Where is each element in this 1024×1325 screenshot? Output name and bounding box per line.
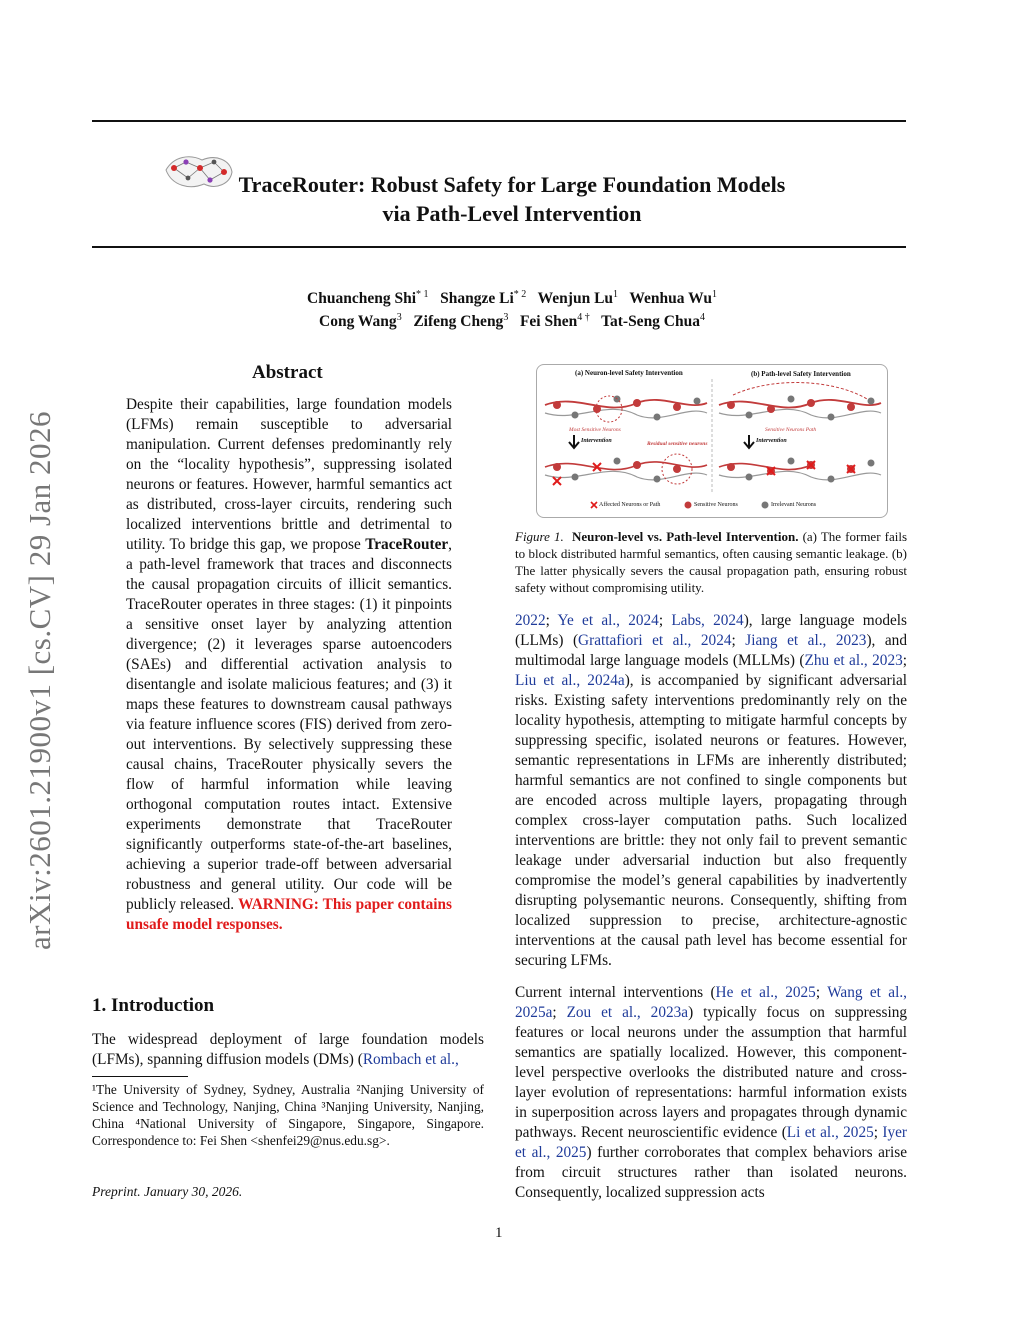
author-affiliation: 1 bbox=[711, 289, 717, 300]
intro-paragraph-cont bbox=[515, 611, 907, 971]
page-number: 1 bbox=[495, 1225, 503, 1241]
author-name: Tat-Seng Chua bbox=[601, 313, 700, 331]
citation-link[interactable]: Jiang et al., 2023 bbox=[745, 632, 867, 649]
citation-link[interactable]: Li et al., 2025 bbox=[786, 1124, 874, 1141]
body-text: ; bbox=[658, 612, 672, 629]
citation-link[interactable]: Iyer et al., 2025 bbox=[515, 1124, 907, 1161]
caption-title: Neuron-level vs. Path-level Intervention. bbox=[571, 529, 799, 544]
author-name: Zifeng Cheng bbox=[413, 313, 504, 331]
preprint-date: Preprint. January 30, 2026. bbox=[92, 1184, 243, 1199]
body-text: ; bbox=[815, 984, 828, 1001]
paper-title-line2: via Path-Level Intervention bbox=[382, 201, 642, 226]
warning-text: WARNING: This paper contains unsafe model responses. bbox=[126, 896, 452, 933]
body-text: ; bbox=[552, 1004, 567, 1021]
author-affiliation: 4 bbox=[700, 312, 705, 323]
footnote-rule bbox=[92, 1076, 188, 1077]
citation-link[interactable]: Ye et al., 2024 bbox=[557, 612, 659, 629]
legend-sensitive: Sensitive Neurons bbox=[694, 502, 738, 508]
intro-paragraph: The widespread deployment of large foundation models (LFMs), spanning diffusion models (DMs) (Rombach et al., bbox=[92, 1031, 484, 1068]
author-affiliation: 3 bbox=[396, 312, 402, 323]
panel-a-title: (a) Neuron-level Safety Intervention bbox=[575, 369, 683, 377]
author-affiliation: 1 bbox=[613, 289, 619, 300]
caption-text: (a) The former fails to block distributed harmful semantics, often causing semantic leakage. (b) The latter physically severs the causal propagation path, ensuring robust safety without compromising utility. bbox=[515, 529, 908, 595]
citation-link[interactable]: Zou et al., 2023a bbox=[566, 1004, 689, 1021]
citation-link[interactable]: Rombach et al., bbox=[362, 1051, 459, 1068]
abstract-body bbox=[126, 395, 452, 935]
citation-link[interactable]: Grattafiori et al., 2024 bbox=[578, 632, 732, 649]
body-text: ), large language models (LLMs) ( bbox=[515, 612, 907, 649]
citation-link[interactable]: 2022 bbox=[515, 612, 546, 629]
title-rule-top bbox=[92, 120, 906, 122]
body-text: ) further corroborates that complex behaviors arise from circuit structures rather than isolated neurons. Consequently, localized suppression acts bbox=[515, 1144, 907, 1201]
body-text: Current internal interventions ( bbox=[515, 984, 716, 1001]
author-affiliation: * 1 bbox=[416, 289, 429, 300]
body-text: ) typically focus on suppressing features or local neurons under the assumption that harmful semantics are spatially localized. However, this component-level perspective overlooks the distributed nature and cross-layer evolution of representations: harmful information exists in superposition across layers and propagates through dynamic pathways. Recent neuroscientific evidence ( bbox=[515, 1004, 907, 1141]
citation-link[interactable]: Zhu et al., 2023 bbox=[804, 652, 903, 669]
caption-label: Figure 1. bbox=[515, 529, 564, 544]
label-intervention-b: Intervention bbox=[756, 438, 787, 444]
citation-link[interactable]: Liu et al., 2024a bbox=[515, 672, 625, 689]
title-rule-bottom bbox=[92, 246, 906, 248]
author-line-2 bbox=[0, 306, 1024, 333]
body-text: ; bbox=[873, 1124, 883, 1141]
label-sensitive-path: Sensitive Neurons Path bbox=[765, 427, 817, 433]
abstract-heading: Abstract bbox=[252, 362, 323, 383]
author-name: Chuancheng Shi bbox=[307, 290, 417, 308]
author-affiliation: 4 † bbox=[577, 312, 590, 323]
right-column-body bbox=[515, 611, 907, 1203]
intro-paragraph-2 bbox=[515, 983, 907, 1203]
label-most-sensitive: Most Sensitive Neurons bbox=[569, 427, 621, 433]
figure-1 bbox=[536, 364, 888, 518]
author-name: Fei Shen bbox=[519, 313, 578, 331]
body-text: ; bbox=[731, 632, 746, 649]
author-name: Cong Wang bbox=[319, 313, 397, 331]
citation-link[interactable]: He et al., 2025 bbox=[715, 984, 816, 1001]
figure-caption bbox=[515, 528, 907, 596]
label-residual: Residual sensitive neurons bbox=[647, 441, 708, 447]
abstract-text: Despite their capabilities, large foundation models (LFMs) remain susceptible to adversarial manipulation. Current defenses predominantly rely on the “locality hypothesis”, suppressing isolated neurons or features. However, harmful semantics act as distributed, cross-layer circuits, rendering such localized interventions brittle and detrimental to utility. To bridge this gap, we propose bbox=[126, 396, 452, 553]
legend-irrelevant: Irrelevant Neurons bbox=[771, 502, 817, 508]
author-name: Shangze Li bbox=[440, 290, 514, 308]
affiliations-footnote: ¹The University of Sydney, Sydney, Australia ²Nanjing University of Science and Technology, Nanjing, China ³Nanjing University, Nanjing, China ⁴National University of Singapore, Singapore, Singapore. Correspondence to: Fei Shen <shenfei29@nus.edu.sg>. bbox=[92, 1082, 484, 1148]
arxiv-identifier: arXiv:2601.21900v1 [cs.CV] 29 Jan 2026 bbox=[22, 410, 57, 950]
legend-affected: Affected Neurons or Path bbox=[599, 502, 661, 508]
citation-link[interactable]: Labs, 2024 bbox=[671, 612, 744, 629]
body-text: ), is accompanied by significant adversarial risks. Existing safety interventions predominantly rely on the locality hypothesis, attempting to mitigate harmful concepts by suppressing specific, isolated neurons or features. However, semantic representations in LFMs are inherently distributed; harmful semantics are not confined to single components but are encoded across multiple layers, propagating through complex cross-layer computation paths. Such localized interventions are brittle: they not only fail to prevent semantic leakage under adversarial induction but also frequently compromise the model’s general capabilities by inadvertently disrupting polysemantic neurons. Consequently, shifting from localized suppression to precise, architecture-agnostic interventions at the causal path level has become essential for securing LFMs. bbox=[515, 672, 907, 969]
abstract-text-cont: , a path-level framework that traces and disconnects the causal propagation circuits of illicit semantics. TraceRouter operates in three stages: (1) it pinpoints a sensitive onset layer by analyzing attention divergence; (2) it leverages sparse autoencoders (SAEs) and differential activation analysis to disentangle and isolate malicious features; and (3) it maps these features to downstream causal pathways via feature influence scores (FIS) derived from zero-out interventions. By selectively suppressing these causal chains, TraceRouter physically severs the flow of harmful information while leaving orthogonal computation routes intact. Extensive experiments demonstrate that TraceRouter significantly outperforms state-of-the-art baselines, achieving a superior trade-off between adversarial robustness and general utility. Our code will be publicly released. bbox=[126, 536, 452, 913]
author-name: Wenhua Wu bbox=[629, 290, 712, 308]
author-affiliation: 3 bbox=[503, 312, 509, 323]
method-name: TraceRouter bbox=[365, 536, 449, 553]
intro-heading: 1. Introduction bbox=[92, 995, 215, 1016]
author-affiliation: * 2 bbox=[513, 289, 527, 300]
body-text: ; bbox=[902, 652, 907, 669]
citation-link[interactable]: Wang et al., 2025a bbox=[515, 984, 907, 1021]
body-text: ), and multimodal large language models (MLLMs) ( bbox=[515, 632, 907, 669]
paper-title-line1: TraceRouter: Robust Safety for Large Foundation Models bbox=[238, 172, 786, 197]
label-intervention-a: Intervention bbox=[581, 438, 612, 444]
body-text: ; bbox=[545, 612, 558, 629]
panel-b-title: (b) Path-level Safety Intervention bbox=[751, 370, 851, 378]
author-name: Wenjun Lu bbox=[537, 290, 614, 308]
